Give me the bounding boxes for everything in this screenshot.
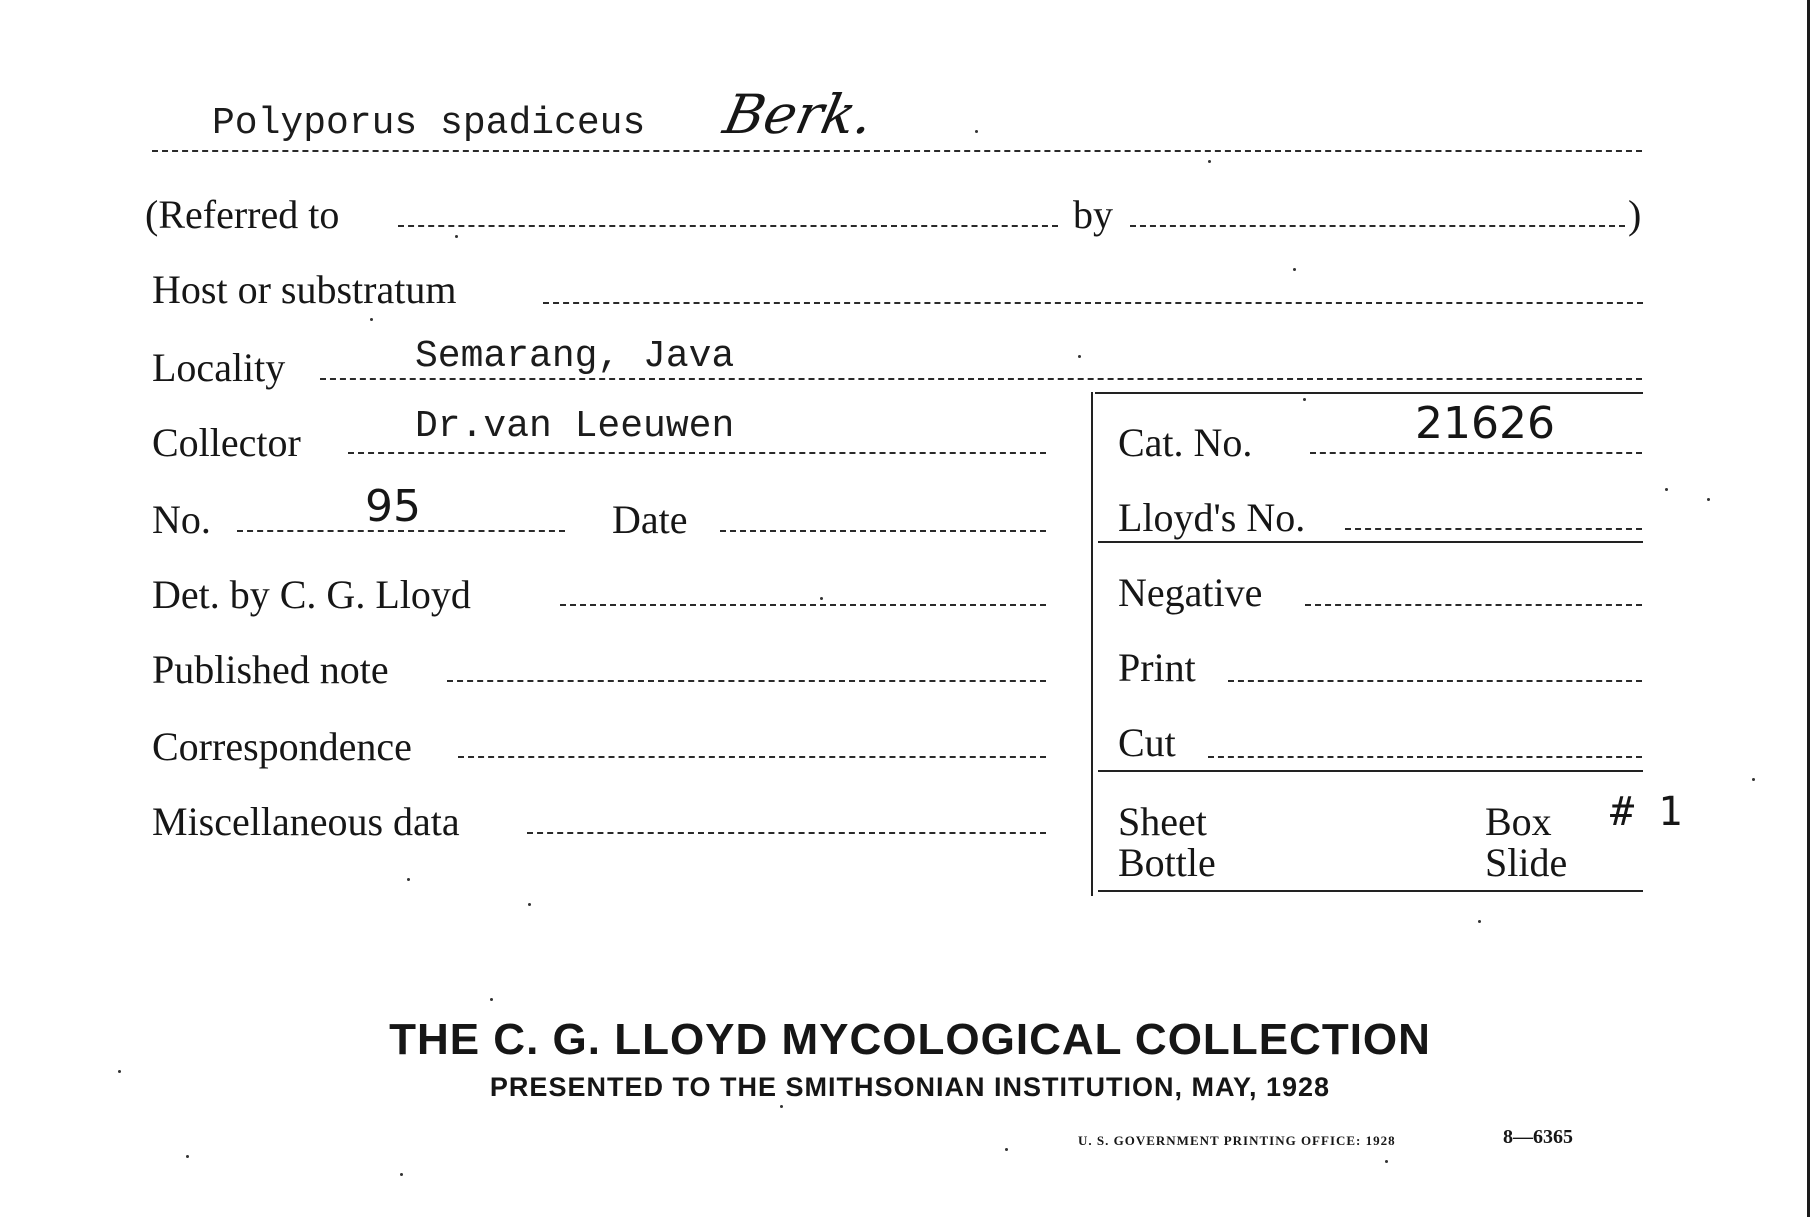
scan-speck — [370, 318, 373, 321]
det-by-line — [560, 604, 1046, 606]
scan-speck — [975, 130, 978, 133]
scan-speck — [1208, 160, 1211, 163]
slide-label: Slide — [1485, 840, 1568, 885]
print-label: Print — [1118, 645, 1196, 690]
date-label: Date — [612, 497, 688, 542]
scan-speck — [1385, 1160, 1388, 1163]
species-line — [152, 150, 1642, 152]
panel-mid-rule — [1098, 541, 1643, 543]
cat-no-label: Cat. No. — [1118, 420, 1253, 465]
host-line — [543, 302, 1643, 304]
sheet-label: Sheet — [1118, 799, 1207, 844]
scan-speck — [407, 878, 410, 881]
scan-speck — [490, 998, 493, 1001]
scan-speck — [1293, 268, 1296, 271]
print-line — [1228, 680, 1642, 682]
panel-divider — [1091, 392, 1093, 896]
locality-label: Locality — [152, 345, 286, 390]
referred-close: ) — [1628, 192, 1642, 237]
scan-speck — [820, 597, 823, 600]
no-line — [237, 530, 565, 532]
correspondence-label: Correspondence — [152, 724, 412, 769]
host-label: Host or substratum — [152, 267, 457, 312]
det-by-label: Det. by C. G. Lloyd — [152, 572, 471, 617]
scan-speck — [780, 1105, 783, 1108]
species-name: Polyporus spadiceus — [212, 102, 646, 145]
locality-value: Semarang, Java — [415, 335, 735, 378]
scan-speck — [1752, 778, 1755, 781]
cat-no-line — [1310, 452, 1642, 454]
scan-speck — [118, 1070, 121, 1073]
date-line — [720, 530, 1046, 532]
misc-data-label: Miscellaneous data — [152, 799, 460, 844]
box-label: Box — [1485, 799, 1552, 844]
collection-subtitle: PRESENTED TO THE SMITHSONIAN INSTITUTION, MAY, 1928 — [489, 1072, 1331, 1102]
cut-label: Cut — [1118, 720, 1176, 765]
scan-speck — [1478, 920, 1481, 923]
cut-line — [1208, 756, 1642, 758]
scan-speck — [186, 1155, 189, 1158]
lloyds-no-label: Lloyd's No. — [1118, 495, 1306, 540]
scan-speck — [455, 235, 458, 238]
collector-value: Dr.van Leeuwen — [415, 405, 735, 448]
panel-lower-rule — [1098, 770, 1643, 772]
published-note-label: Published note — [152, 647, 389, 692]
collection-title: THE C. G. LLOYD MYCOLOGICAL COLLECTION — [389, 1015, 1431, 1064]
locality-line — [320, 378, 1642, 380]
negative-line — [1305, 604, 1642, 606]
collector-line — [348, 452, 1046, 454]
referred-to-line — [398, 225, 1058, 227]
scan-speck — [1707, 498, 1710, 501]
lloyds-no-line — [1345, 528, 1642, 530]
no-label: No. — [152, 497, 211, 542]
cat-no-value: 21626 — [1415, 398, 1555, 449]
bottle-label: Bottle — [1118, 840, 1216, 885]
species-author-handwritten: Berk. — [718, 83, 880, 146]
by-line — [1130, 225, 1625, 227]
panel-top-rule — [1095, 392, 1643, 394]
scan-speck — [528, 903, 531, 906]
collector-label: Collector — [152, 420, 301, 465]
negative-label: Negative — [1118, 570, 1263, 615]
form-number: 8—6365 — [1503, 1126, 1573, 1148]
no-value: 95 — [365, 481, 421, 532]
panel-bottom-rule — [1098, 890, 1643, 892]
misc-data-line — [527, 832, 1046, 834]
scan-speck — [1303, 398, 1306, 401]
published-note-line — [447, 680, 1046, 682]
scan-speck — [400, 1173, 403, 1176]
scan-speck — [1005, 1148, 1008, 1151]
scan-speck — [1078, 355, 1081, 358]
printing-office-credit: U. S. GOVERNMENT PRINTING OFFICE: 1928 — [1078, 1133, 1396, 1148]
correspondence-line — [458, 756, 1046, 758]
scan-speck — [1665, 488, 1668, 491]
by-label: by — [1073, 192, 1113, 237]
box-value: # 1 — [1610, 789, 1683, 835]
referred-to-label: (Referred to — [145, 192, 340, 237]
